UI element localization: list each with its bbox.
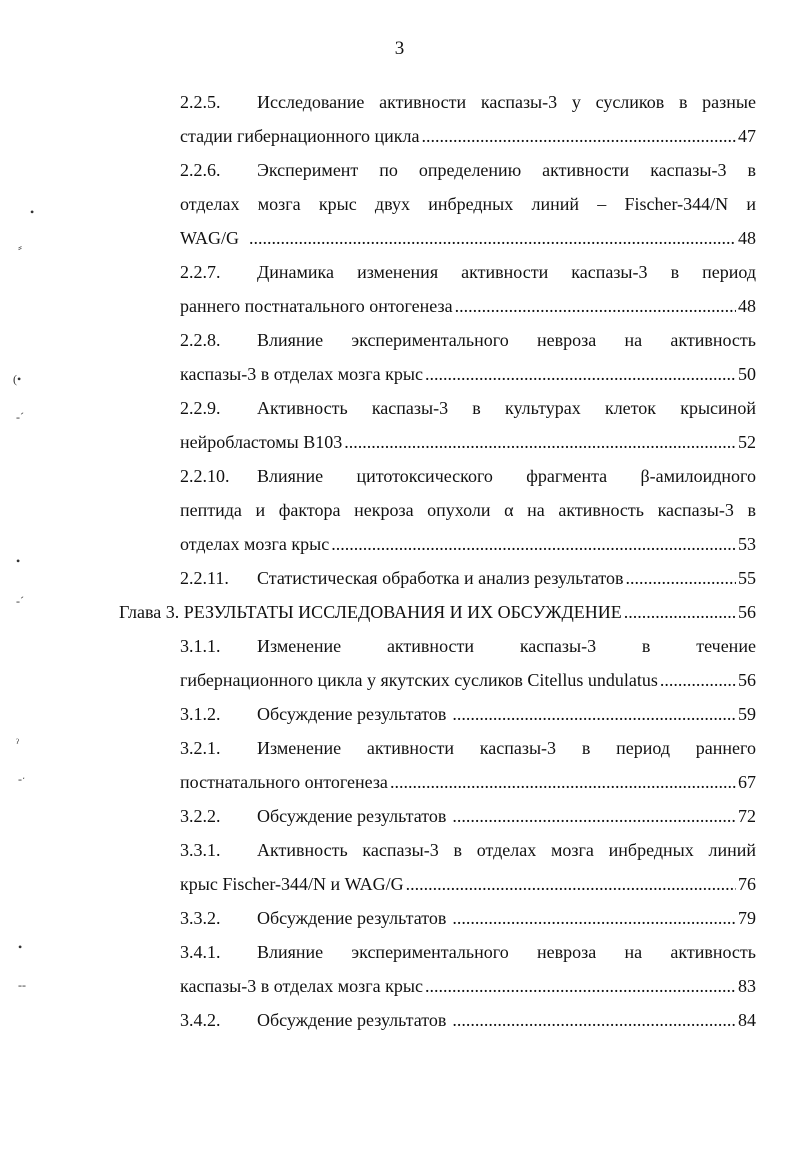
toc-page-number: 84 [738,1010,756,1030]
word: в [747,160,756,180]
dot-leader [452,697,736,731]
word: в [472,398,481,418]
toc-page-number: 55 [738,568,756,588]
word: Изменение [257,636,342,656]
toc-entry-3-1-2[interactable] [180,697,756,731]
toc-page-number: 53 [738,534,756,554]
word: отделах [476,840,537,860]
word: Исследование [257,92,365,112]
word: пептида [180,500,242,520]
toc-entry-title-line [257,833,756,867]
toc-entry-number: 3.1.2. [180,704,221,724]
word: каспазы-3 [480,92,558,112]
dot-leader [624,595,736,629]
word: отделах [180,194,240,214]
word: каспазы-3 [371,398,449,418]
toc-entry-number: 2.2.7. [180,262,221,282]
toc-page-number: 67 [738,772,756,792]
word: в [641,636,651,656]
word: раннего [695,738,756,758]
toc-entry-number: 3.3.2. [180,908,221,928]
toc-entry-title-end: раннего постнатального онтогенеза [180,296,453,316]
toc-entry-chapter-3[interactable] [119,595,756,629]
word: изменения [357,262,439,282]
toc-entry-number: 3.1.1. [180,636,221,656]
scan-mark: • [16,554,21,568]
toc-entry-title-line [180,493,756,527]
word: на [624,942,643,962]
dot-leader [452,799,736,833]
word: двух [374,194,410,214]
word: и [255,500,266,520]
toc-entry-title-line [257,323,756,357]
word: в [453,840,462,860]
word: каспазы-3 [479,738,557,758]
word: фактора [278,500,341,520]
word: Активность [257,840,348,860]
word: инбредных [608,840,694,860]
word: α [504,500,514,520]
toc-entry-title-end: каспазы-3 в отделах мозга крыс [180,976,423,996]
toc-page-number: 79 [738,908,756,928]
word: Динамика [257,262,335,282]
page-number: 3 [394,38,405,59]
word: каспазы-3 [650,160,727,180]
word: активность [670,330,756,350]
word: каспазы-3 [657,500,734,520]
toc-entry-number: 2.2.11. [180,568,229,588]
toc-page-number: 50 [738,364,756,384]
word: сусликов [595,92,665,112]
dot-leader [425,357,736,391]
toc-entry-3-4-2[interactable] [180,1003,756,1037]
word: активности [379,92,467,112]
toc-entry-2-2-7[interactable] [180,255,756,323]
toc-entry-title-end: постнатального онтогенеза [180,772,388,792]
word: у [571,92,581,112]
word: клеток [604,398,657,418]
word: активности [366,738,454,758]
word: каспазы-3 [362,840,439,860]
scan-mark: -ˊ [16,594,24,608]
word: активности [542,160,630,180]
toc-entry-3-2-2[interactable] [180,799,756,833]
toc-entry-number: 2.2.10. [180,466,230,486]
word: невроза [536,942,597,962]
toc-entry-title-line [257,153,756,187]
word: активность [670,942,756,962]
scan-mark: (• [13,372,22,386]
toc-entry-title-line [257,459,756,493]
toc-entry-2-2-9[interactable] [180,391,756,459]
word: период [616,738,671,758]
word: культурах [504,398,581,418]
scan-mark: ⸗ [18,240,22,254]
toc-entry-3-2-1[interactable] [180,731,756,799]
toc-entry-3-3-1[interactable] [180,833,756,901]
word: Активность [257,398,348,418]
toc-page-number: 83 [738,976,756,996]
word: фрагмента [526,466,608,486]
dot-leader [390,765,736,799]
word: каспазы-3 [571,262,648,282]
toc-entry-title-end: нейробластомы В103 [180,432,343,452]
toc-entry-number: 2.2.9. [180,398,221,418]
word: активности [386,636,475,656]
word: Изменение [257,738,342,758]
dot-leader [344,425,736,459]
word: мозга [257,194,301,214]
toc-entry-number: 3.3.1. [180,840,221,860]
toc-page-number: 52 [738,432,756,452]
toc-entry-title-line [257,85,756,119]
word: мозга [551,840,594,860]
dot-leader [249,221,736,255]
toc-entry-2-2-6[interactable] [180,153,756,255]
word: крыс [318,194,357,214]
toc-entry-title: Обсуждение результатов [257,704,447,724]
dot-leader [421,119,736,153]
toc-entry-title-end: гибернационного цикла у якутских сусликов Citellus undulatus [180,670,658,690]
toc-entry-title-end: стадии гибернационного цикла [180,126,420,146]
dot-leader [331,527,736,561]
scan-mark: • [30,205,35,219]
word: опухоли [427,500,491,520]
toc-entry-title-end: отделах мозга крыс [180,534,330,554]
word: течение [696,636,756,656]
toc-entry-2-2-5[interactable] [180,85,756,153]
word: в [670,262,680,282]
table-of-contents [0,85,799,1037]
toc-page-number: 48 [738,296,756,316]
dot-leader [452,901,736,935]
word: цитотоксического [356,466,493,486]
scan-mark: ‐‐ [18,978,26,992]
toc-entry-number: 3.2.2. [180,806,221,826]
word: в [747,500,756,520]
toc-entry-title-line [257,255,756,289]
word: разные [702,92,756,112]
dot-leader [425,969,736,1003]
word: определению [418,160,522,180]
toc-page-number: 48 [738,228,756,248]
toc-entry-number: 3.4.1. [180,942,221,962]
dot-leader [455,289,736,323]
toc-page-number: 56 [738,602,756,622]
toc-entry-2-2-11[interactable] [180,561,756,595]
toc-entry-number: 2.2.8. [180,330,221,350]
word: в [581,738,591,758]
dot-leader [626,561,736,595]
dot-leader [406,867,736,901]
toc-page-number: 47 [738,126,756,146]
toc-entry-2-2-8[interactable] [180,323,756,391]
word: невроза [536,330,597,350]
toc-page-number: 56 [738,670,756,690]
word: Влияние [257,942,324,962]
toc-entry-title-line [257,731,756,765]
word: активность [558,500,644,520]
toc-entry-number: 3.2.1. [180,738,221,758]
toc-entry-2-2-10[interactable] [180,459,756,561]
word: линий [708,840,756,860]
toc-entry-title-end: каспазы-3 в отделах мозга крыс [180,364,423,384]
toc-entry-title-end: WAG/G [180,228,239,248]
word: некроза [354,500,414,520]
scan-mark: ‐ˑ [18,772,26,786]
word: на [624,330,643,350]
toc-entry-title: Статистическая обработка и анализ результатов [257,568,624,588]
word: Эксперимент [257,160,359,180]
toc-entry-title-end: крыс Fischer-344/N и WAG/G [180,874,404,894]
word: по [379,160,398,180]
dot-leader [660,663,736,697]
word: Влияние [257,330,324,350]
toc-entry-number: 2.2.6. [180,160,221,180]
toc-entry-title: Обсуждение результатов [257,1010,447,1030]
toc-page-number: 76 [738,874,756,894]
word: активности [461,262,549,282]
toc-entry-title: Обсуждение результатов [257,908,447,928]
scan-mark: ‐ˊ [16,410,24,424]
word: в [678,92,688,112]
toc-entry-number: 2.2.5. [180,92,221,112]
toc-entry-3-3-2[interactable] [180,901,756,935]
toc-entry-title: Обсуждение результатов [257,806,447,826]
word: инбредных [428,194,514,214]
toc-entry-title-line [257,935,756,969]
toc-entry-title-line [180,187,756,221]
word: на [527,500,545,520]
word: Fischer-344/N [624,194,729,214]
word: линий [531,194,580,214]
toc-entry-title-line [257,629,756,663]
word: каспазы-3 [519,636,597,656]
word: период [702,262,756,282]
dot-leader [452,1003,736,1037]
toc-page-number: 59 [738,704,756,724]
word: Влияние [257,466,324,486]
word: экспериментального [351,942,509,962]
word: экспериментального [351,330,509,350]
word: и [746,194,756,214]
scan-mark: • [18,940,23,954]
word: – [597,194,607,214]
toc-entry-title-line [257,391,756,425]
toc-entry-3-4-1[interactable] [180,935,756,1003]
toc-entry-3-1-1[interactable] [180,629,756,697]
scan-mark: ˀ [16,736,19,750]
toc-chapter-title: Глава 3. РЕЗУЛЬТАТЫ ИССЛЕДОВАНИЯ И ИХ ОБСУЖДЕНИЕ [119,602,622,622]
toc-entry-number: 3.4.2. [180,1010,221,1030]
toc-page-number: 72 [738,806,756,826]
word: крысиной [680,398,756,418]
word: β-амилоидного [640,466,756,486]
